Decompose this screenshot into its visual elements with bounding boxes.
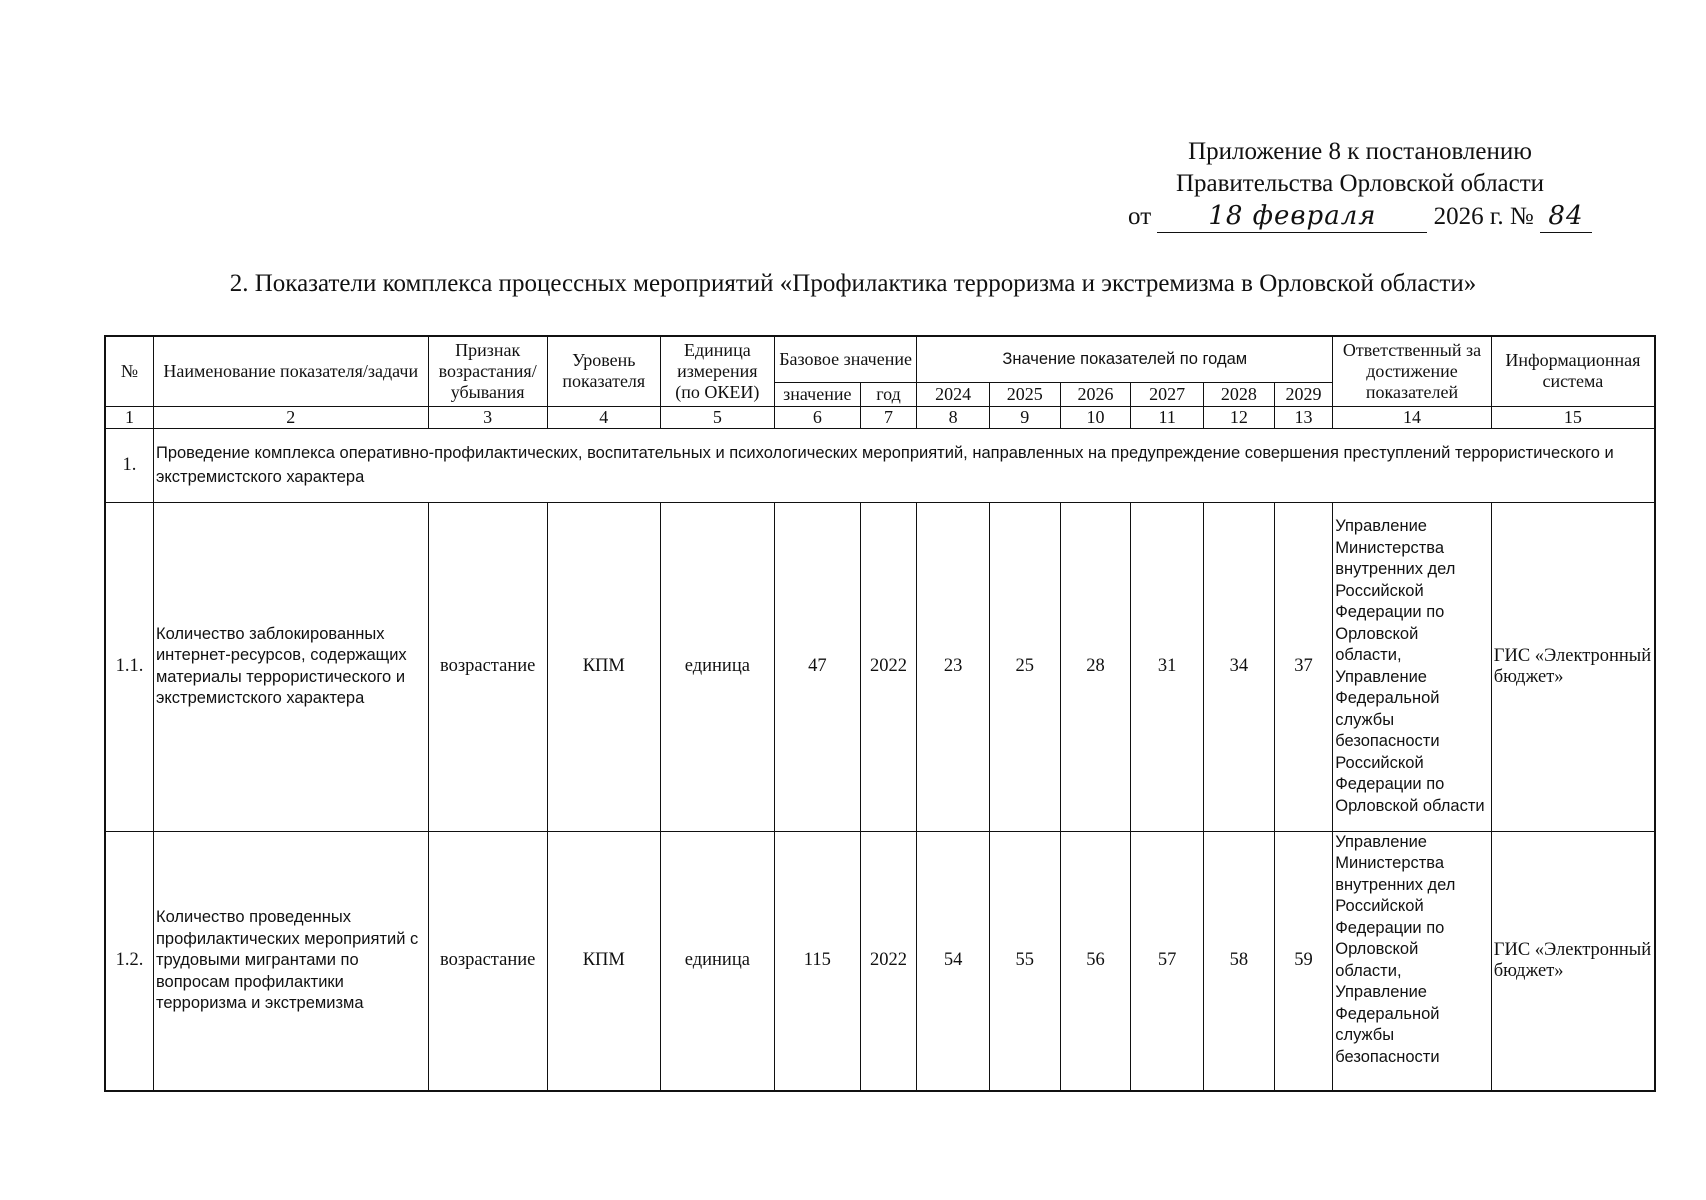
handwritten-number: 84 (1540, 200, 1592, 233)
header-year: 2027 (1131, 382, 1204, 406)
appendix-block (1100, 136, 1620, 233)
column-number: 5 (660, 406, 774, 428)
row-value-2025: 25 (989, 502, 1060, 831)
header-unit: Единица измерения (по ОКЕИ) (660, 336, 774, 406)
column-number: 12 (1204, 406, 1275, 428)
column-number: 4 (547, 406, 660, 428)
header-year: 2024 (917, 382, 990, 406)
table-row (105, 502, 1655, 831)
column-number: 13 (1274, 406, 1333, 428)
column-number: 8 (917, 406, 990, 428)
row-sign: возрастание (428, 831, 547, 1091)
row-name: Количество проведенных профилактических мероприятий с трудовыми мигрантами по вопросам профилактики терроризма и экстремизма (153, 831, 428, 1091)
table-row (105, 831, 1655, 1091)
appendix-line-1: Приложение 8 к постановлению (1188, 138, 1532, 165)
row-value-2029: 37 (1274, 502, 1333, 831)
header-year: 2025 (989, 382, 1060, 406)
column-number: 11 (1131, 406, 1204, 428)
row-no: 1.1. (105, 502, 153, 831)
header-name: Наименование показателя/задачи (153, 336, 428, 406)
row-unit: единица (660, 502, 774, 831)
column-number: 10 (1060, 406, 1131, 428)
header-base: Базовое значение (774, 336, 916, 382)
header-row-1 (105, 336, 1655, 382)
column-number: 1 (105, 406, 153, 428)
row-value-2024: 23 (917, 502, 990, 831)
header-info-system: Информационная система (1491, 336, 1655, 406)
row-level: КПМ (547, 831, 660, 1091)
handwritten-date: 18 февраля (1157, 200, 1427, 233)
column-number: 6 (774, 406, 860, 428)
header-by-years: Значение показателей по годам (917, 336, 1333, 382)
column-number: 14 (1333, 406, 1492, 428)
row-value-2028: 34 (1204, 502, 1275, 831)
header-no: № (105, 336, 153, 406)
row-responsible: Управление Министерства внутренних дел Российской Федерации по Орловской области, Управление Федеральной службы безопасности Российской Федерации по Орловской области (1333, 502, 1492, 831)
header-year: 2026 (1060, 382, 1131, 406)
row-value-2024: 54 (917, 831, 990, 1091)
section-no: 1. (105, 428, 153, 502)
row-base-value: 47 (774, 502, 860, 831)
row-base-year: 2022 (860, 831, 917, 1091)
row-info-system: ГИС «Электронный бюджет» (1491, 502, 1655, 831)
row-value-2029: 59 (1274, 831, 1333, 1091)
row-no: 1.2. (105, 831, 153, 1091)
row-value-2026: 56 (1060, 831, 1131, 1091)
indicators-table (104, 335, 1656, 1092)
row-sign: возрастание (428, 502, 547, 831)
row-responsible: Управление Министерства внутренних дел Российской Федерации по Орловской области, Управление Федеральной службы безопасности (1333, 831, 1492, 1091)
row-value-2025: 55 (989, 831, 1060, 1091)
section-row (105, 428, 1655, 502)
column-number: 7 (860, 406, 917, 428)
header-sign: Признак возрастания/ убывания (428, 336, 547, 406)
header-base-value: значение (774, 382, 860, 406)
column-number: 3 (428, 406, 547, 428)
year-number-label: 2026 г. № (1433, 203, 1534, 230)
row-value-2027: 57 (1131, 831, 1204, 1091)
row-base-year: 2022 (860, 502, 917, 831)
header-level: Уровень показателя (547, 336, 660, 406)
row-value-2028: 58 (1204, 831, 1275, 1091)
column-number: 2 (153, 406, 428, 428)
section-text: Проведение комплекса оперативно-профилактических, воспитательных и психологических мероприятий, направленных на предупреждение совершения преступлений террористического и экстремистского характера (153, 428, 1655, 502)
column-number: 15 (1491, 406, 1655, 428)
from-prefix: от (1128, 203, 1152, 230)
header-responsible: Ответственный за достижение показателей (1333, 336, 1492, 406)
row-level: КПМ (547, 502, 660, 831)
row-base-value: 115 (774, 831, 860, 1091)
row-name: Количество заблокированных интернет-ресурсов, содержащих материалы террористического и экстремистского характера (153, 502, 428, 831)
section-title: 2. Показатели комплекса процессных мероприятий «Профилактика терроризма и экстремизма в Орловской области» (229, 270, 1477, 297)
column-numbers-row (105, 406, 1655, 428)
appendix-line-2: Правительства Орловской области (1175, 170, 1545, 197)
appendix-date-line (1100, 200, 1620, 233)
row-value-2026: 28 (1060, 502, 1131, 831)
header-base-year: год (860, 382, 917, 406)
row-value-2027: 31 (1131, 502, 1204, 831)
header-year: 2028 (1204, 382, 1275, 406)
row-unit: единица (660, 831, 774, 1091)
column-number: 9 (989, 406, 1060, 428)
header-year: 2029 (1274, 382, 1333, 406)
row-info-system: ГИС «Электронный бюджет» (1491, 831, 1655, 1091)
